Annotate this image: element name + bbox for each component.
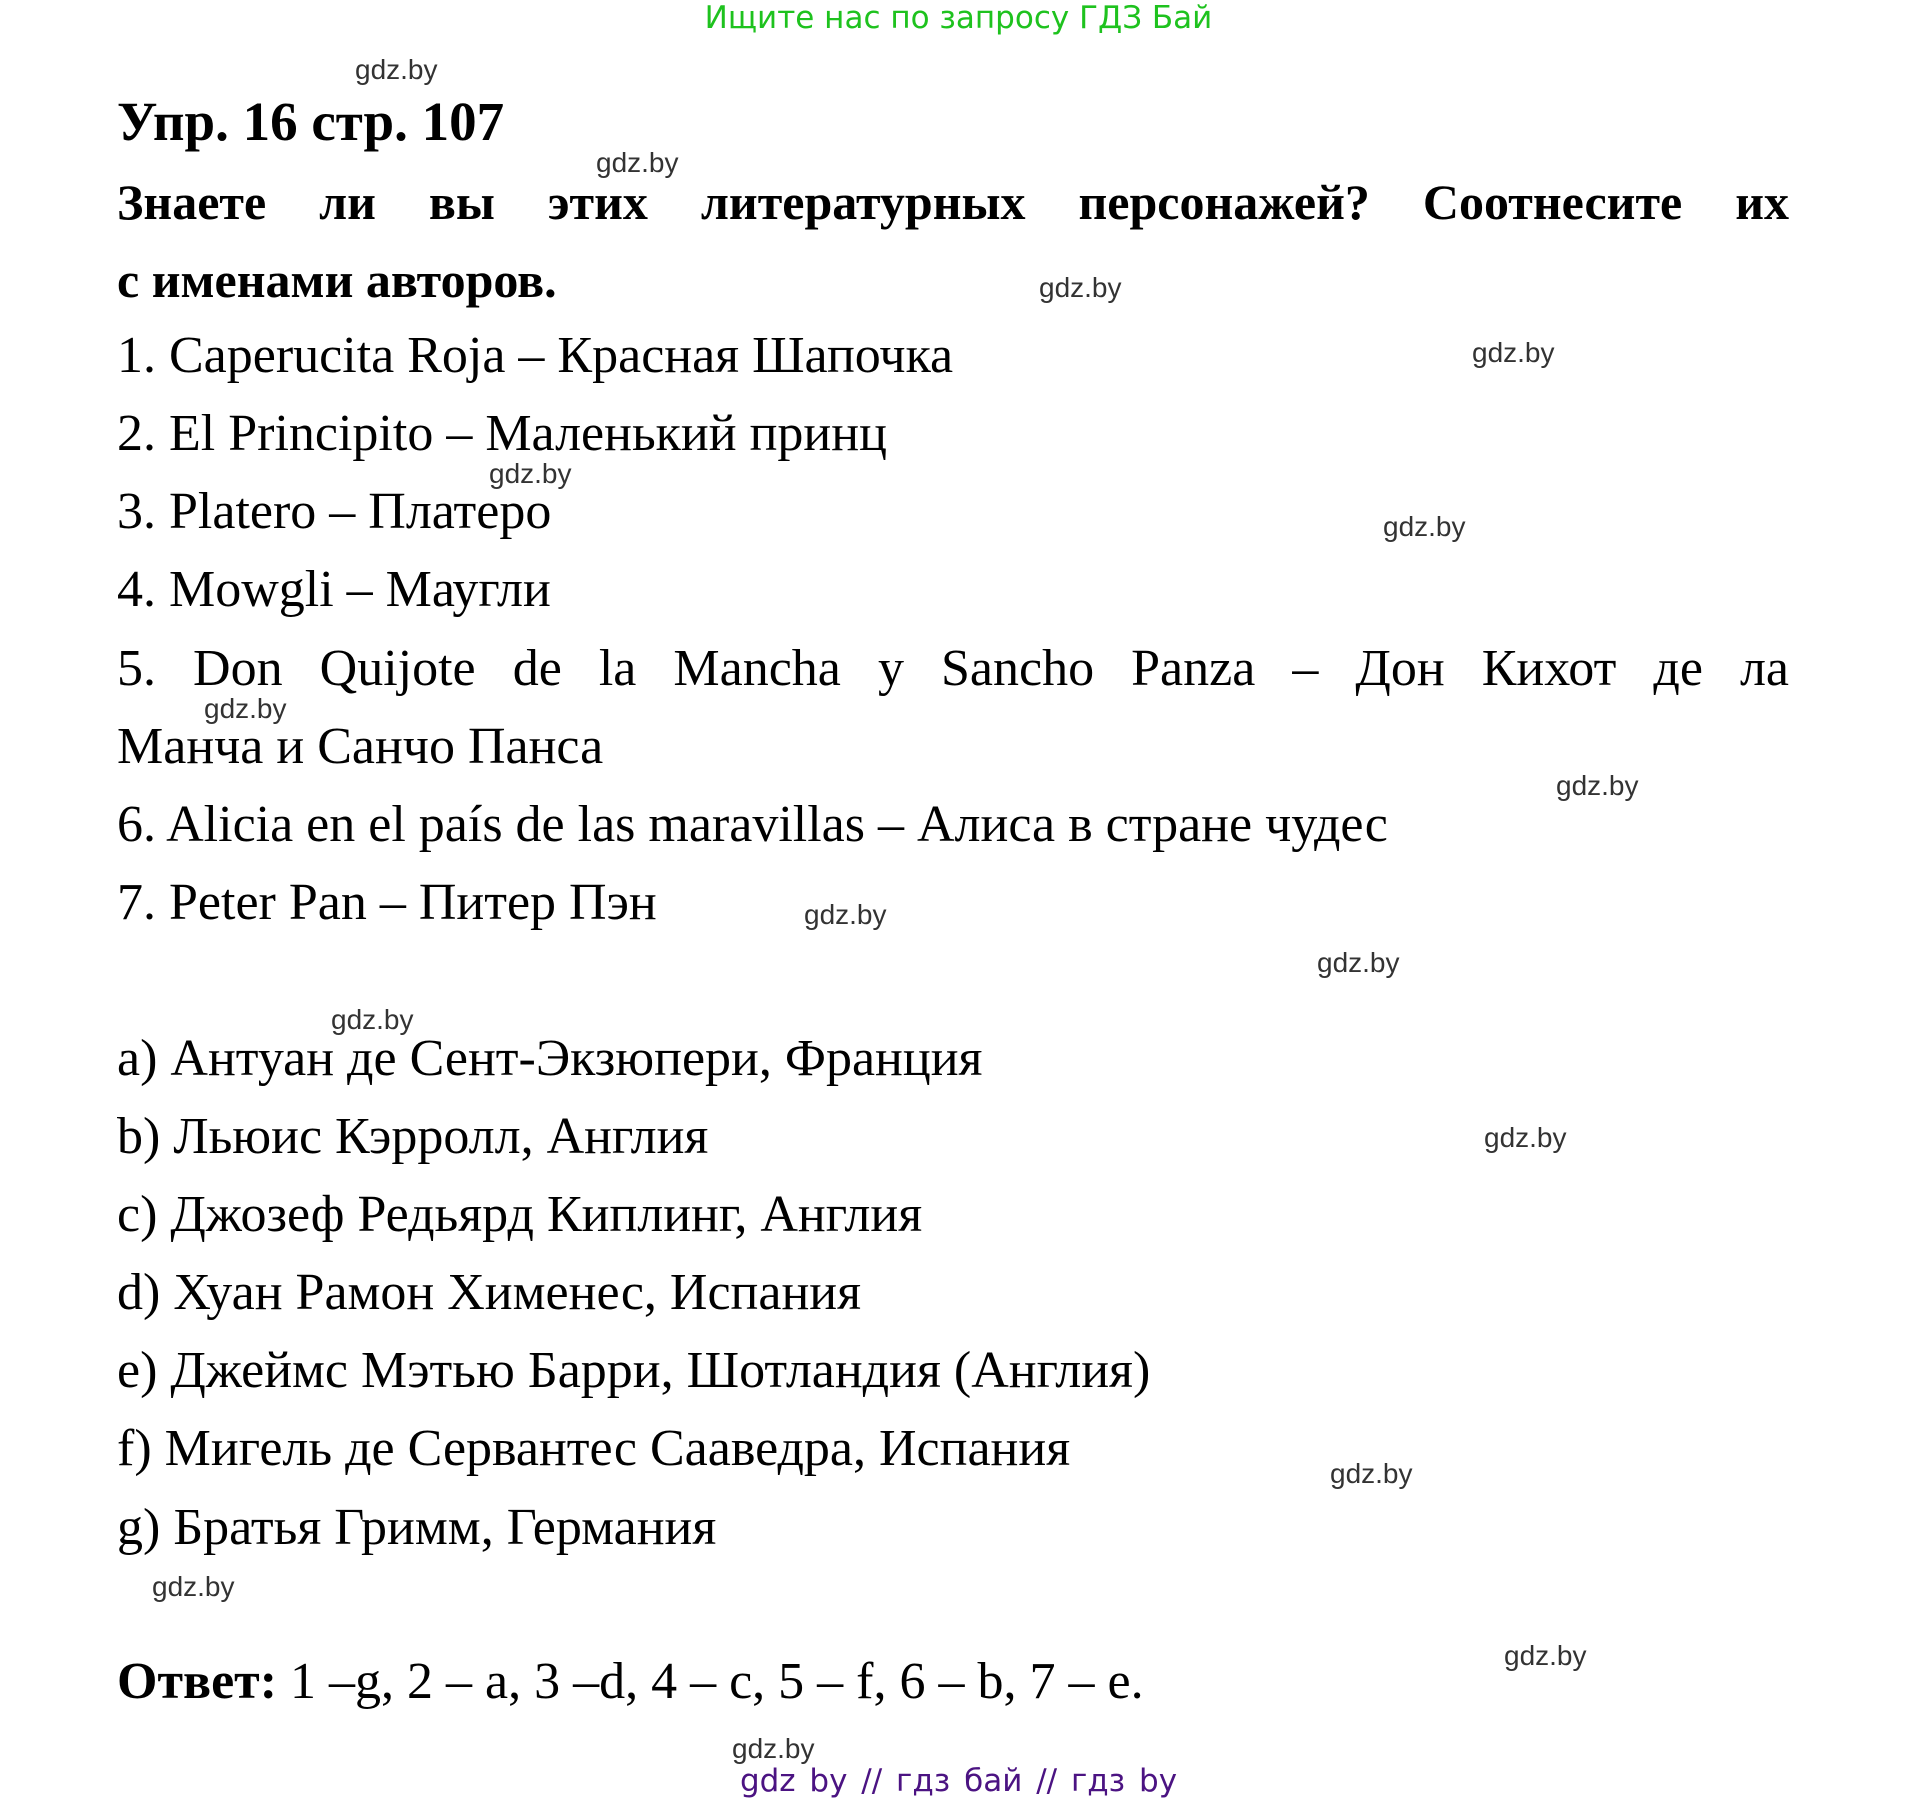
watermark: gdz.by [732,1733,815,1764]
answer-label: Ответ: [117,1653,278,1710]
watermark: gdz.by [355,54,438,85]
character-item-5-cont: Манча и Санчо Панса [117,718,604,775]
character-item-1: 1. Caperucita Roja – Красная Шапочка [117,327,954,384]
promo-banner: Ищите нас по запросу ГДЗ Бай [704,0,1213,36]
word: Кихот [1481,640,1617,697]
word: y [877,640,904,697]
watermark: gdz.by [152,1571,235,1602]
word: де [1653,640,1703,697]
watermark: gdz.by [331,1004,414,1035]
answer-value: 1 –g, 2 – a, 3 –d, 4 – c, 5 – f, 6 – b, 7 – e. [277,1653,1144,1710]
author-item-e: e) Джеймс Мэтью Барри, Шотландия (Англия) [117,1342,1151,1399]
author-item-b: b) Льюис Кэрролл, Англия [117,1108,709,1165]
author-item-a: a) Антуан де Сент-Экзюпери, Франция [117,1030,983,1087]
word: Sancho [940,640,1095,697]
character-item-2: 2. El Principito – Маленький принц [117,405,887,462]
answer-line [117,1652,1144,1712]
word: Дон [1355,640,1445,697]
word: Don [193,640,283,697]
watermark: gdz.by [1504,1640,1587,1671]
watermark: gdz.by [804,899,887,930]
character-item-3: 3. Platero – Платеро [117,483,552,540]
watermark: gdz.by [1556,770,1639,801]
author-item-d: d) Хуан Рамон Хименес, Испания [117,1264,862,1321]
author-item-g: g) Братья Гримм, Германия [117,1499,717,1556]
word: de [512,640,562,697]
character-item-5 [117,639,1789,699]
author-item-f: f) Мигель де Сервантес Сааведра, Испания [117,1420,1071,1477]
word: Quijote [319,640,476,697]
watermark: gdz.by [1330,1458,1413,1489]
word: 5. [117,640,156,697]
character-item-6: 6. Alicia en el país de las maravillas – Алиса в стране чудес [117,796,1388,853]
question-line-1: Знаете ли вы этих литературных персонажей? Соотнесите их [117,174,1789,230]
watermark: gdz.by [1317,947,1400,978]
watermark: gdz.by [1472,337,1555,368]
question-line-2: с именами авторов. [117,252,557,308]
word: ла [1739,640,1789,697]
character-item-7: 7. Peter Pan – Питер Пэн [117,874,657,931]
word: Mancha [673,640,841,697]
exercise-title: Упр. 16 стр. 107 [117,91,505,152]
word: Panza [1131,640,1256,697]
footer-links: gdz by // гдз бай // гдз by [739,1763,1178,1799]
word: la [598,640,637,697]
watermark: gdz.by [1484,1122,1567,1153]
author-item-c: c) Джозеф Редьярд Киплинг, Англия [117,1186,923,1243]
watermark: gdz.by [1039,272,1122,303]
watermark: gdz.by [489,458,572,489]
watermark: gdz.by [204,693,287,724]
watermark: gdz.by [1383,511,1466,542]
character-item-4: 4. Mowgli – Маугли [117,561,551,618]
watermark: gdz.by [596,147,679,178]
word: – [1292,640,1319,697]
